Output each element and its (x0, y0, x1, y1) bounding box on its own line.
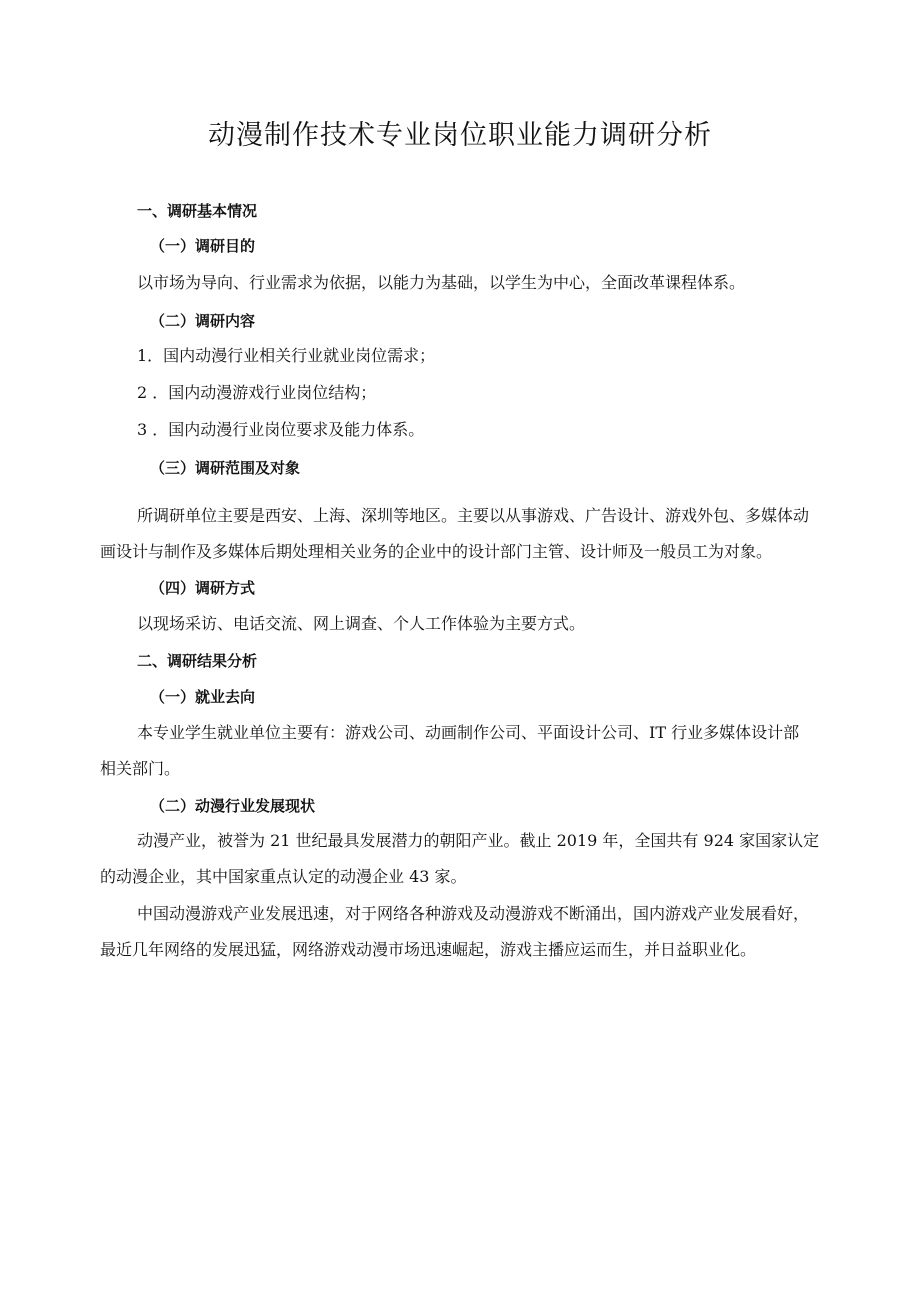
paragraph-survey-scope-line2: 画设计与制作及多媒体后期处理相关业务的企业中的设计部门主管、设计师及一般员工为对象。 (100, 542, 773, 561)
list-item: 1．国内动漫行业相关行业就业岗位需求； (137, 346, 436, 365)
subheading-survey-content: （二）调研内容 (150, 312, 256, 330)
section-heading-results: 二、调研结果分析 (137, 652, 258, 670)
paragraph-industry-2-line1: 中国动漫游戏产业发展迅速，对于网络各种游戏及动漫游戏不断涌出，国内游戏产业发展看好， (137, 904, 810, 923)
paragraph-survey-purpose: 以市场为导向、行业需求为依据，以能力为基础，以学生为中心，全面改革课程体系。 (137, 273, 746, 292)
subheading-survey-purpose: （一）调研目的 (150, 237, 256, 255)
paragraph-survey-scope-line1: 所调研单位主要是西安、上海、深圳等地区。主要以从事游戏、广告设计、游戏外包、多媒体动 (137, 506, 810, 525)
paragraph-employment-line1: 本专业学生就业单位主要有：游戏公司、动画制作公司、平面设计公司、IT 行业多媒体设计部 (137, 723, 800, 742)
subheading-employment: （一）就业去向 (150, 688, 256, 706)
paragraph-employment-line2: 相关部门。 (100, 759, 181, 778)
paragraph-survey-method: 以现场采访、电话交流、网上调查、个人工作体验为主要方式。 (137, 614, 586, 633)
section-heading-survey-overview: 一、调研基本情况 (137, 202, 258, 220)
subheading-survey-scope: （三）调研范围及对象 (150, 459, 301, 477)
document-title: 动漫制作技术专业岗位职业能力调研分析 (208, 120, 712, 151)
subheading-survey-method: （四）调研方式 (150, 579, 256, 597)
subheading-industry-status: （二）动漫行业发展现状 (150, 797, 316, 815)
paragraph-industry-1-line2: 的动漫企业，其中国家重点认定的动漫企业 43 家。 (100, 867, 467, 886)
paragraph-industry-2-line2: 最近几年网络的发展迅猛，网络游戏动漫市场迅速崛起，游戏主播应运而生，并日益职业化。 (100, 940, 757, 959)
list-item: 2 ．国内动漫游戏行业岗位结构； (137, 383, 377, 402)
list-item: 3 ．国内动漫行业岗位要求及能力体系。 (137, 420, 425, 439)
paragraph-industry-1-line1: 动漫产业，被誉为 21 世纪最具发展潜力的朝阳产业。截止 2019 年，全国共有 924 家国家认定 (137, 831, 820, 850)
